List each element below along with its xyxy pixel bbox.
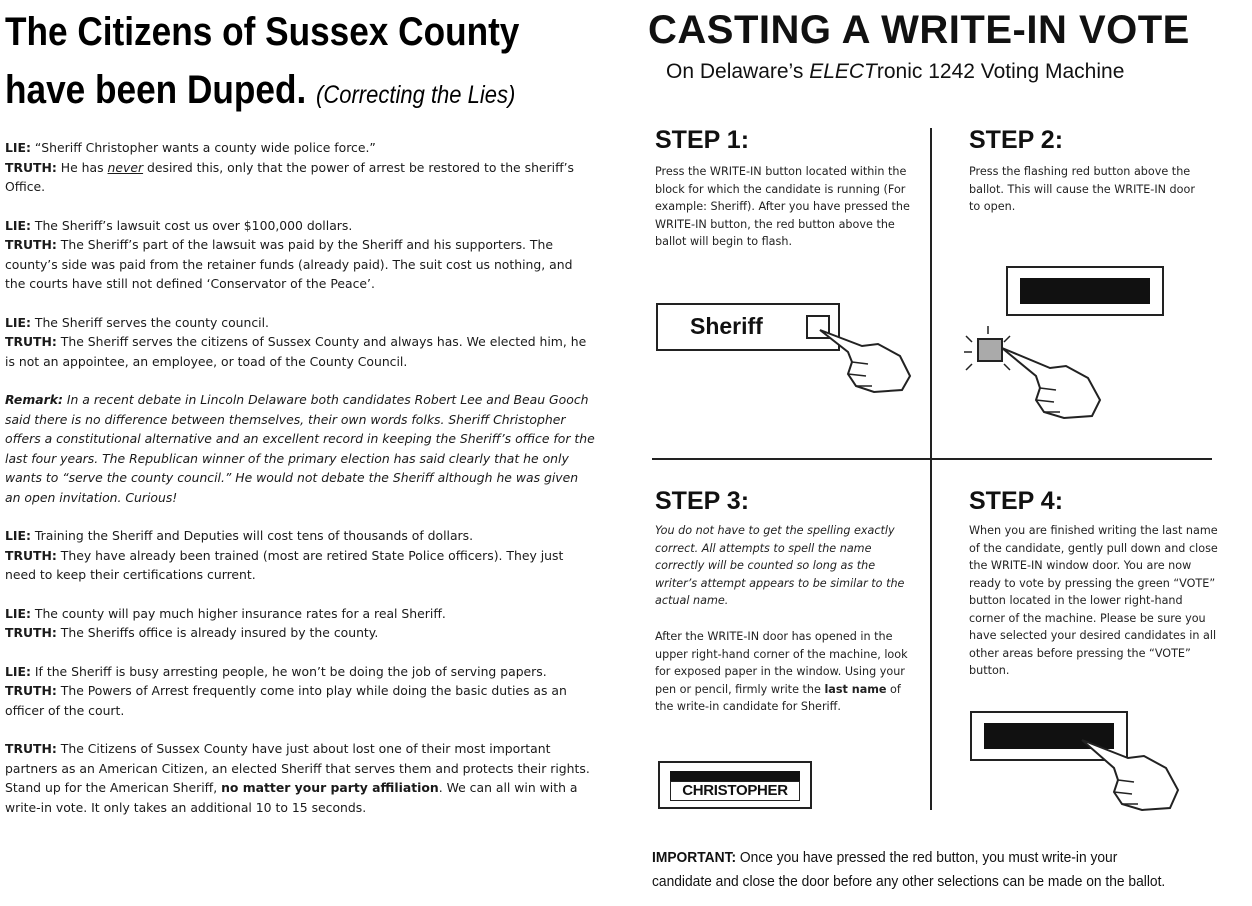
step3-body	[655, 628, 913, 716]
important-note	[652, 846, 1176, 894]
truth-text: They have already been trained (most are retired State Police officers). They just need to keep their certifications current.	[5, 547, 564, 582]
remark-text: In a recent debate in Lincoln Delaware both candidates Robert Lee and Beau Gooch said there is no difference between themselves, their own words folks. Sheriff Christopher offers a constitutional alternative and an excellent record in keeping the Sheriff’s office for the last four years. The Republican winner of the primary election has said clearly that he only wants to “serve the county council.” He would not debate the Sheriff although he was given an open invitation. Curious!	[5, 392, 595, 505]
item-4	[5, 526, 595, 585]
pulling-hand-icon	[1080, 738, 1190, 814]
step2-body: Press the flashing red button above the ballot. This will cause the WRITE-IN door to open.	[969, 165, 1195, 213]
pointing-hand-icon	[818, 322, 918, 394]
vertical-divider	[930, 128, 932, 810]
item-5	[5, 604, 595, 643]
item-2	[5, 216, 595, 294]
item-1	[5, 138, 595, 197]
final-text-bold: no matter your party affiliation	[221, 780, 439, 795]
door-slot	[1020, 278, 1150, 304]
final-text-post: . We can all win with a write-in vote. It only takes an additional 10 to 15 seconds.	[5, 780, 578, 815]
truth-label: TRUTH:	[5, 547, 57, 563]
write-in-title: CASTING A WRITE-IN VOTE	[648, 8, 1190, 52]
truth-text: The Sheriff serves the citizens of Sussex County and always has. We elected him, he is not an appointee, an employee, or toad of the County Council.	[5, 334, 587, 369]
lie-label: LIE:	[5, 605, 31, 621]
step3-note: You do not have to get the spelling exactly correct. All attempts to spell the name correctly will be counted so long as the writer’s attempt appears to be similar to the actual name.	[655, 524, 905, 607]
written-name: CHRISTOPHER	[670, 781, 800, 801]
headline-line-2	[5, 66, 515, 119]
lie-label: LIE:	[5, 528, 31, 543]
truth-emphasis: never	[107, 159, 144, 175]
step3-title: STEP 3:	[655, 487, 750, 515]
sheriff-write-in-block	[656, 303, 840, 351]
write-in-subtitle	[666, 60, 1226, 84]
step3-body-pre: After the WRITE-IN door has opened in the upper right-hand corner of the machine, look for exposed paper in the window. Using your pen or pencil, firmly write the	[655, 630, 908, 696]
final-text-pre: The Citizens of Sussex County have just about lost one of their most important partners as an American Citizen, an elected Sheriff that serves them and protects their rights. Stand up for the American Sheriff,	[5, 741, 590, 795]
lie-label: LIE:	[5, 217, 31, 233]
truth-text-pre: He has	[60, 159, 104, 175]
item-6	[5, 662, 595, 721]
truth-label: TRUTH:	[5, 334, 57, 349]
headline-main: have been Duped.	[5, 68, 307, 112]
written-name-window	[658, 761, 812, 809]
step3-body-post: of the write-in candidate for Sheriff.	[655, 682, 901, 713]
step1-title: STEP 1:	[655, 126, 750, 154]
step4-title: STEP 4:	[969, 487, 1064, 515]
write-in-door-closed	[1006, 266, 1164, 316]
window-bar	[670, 771, 800, 781]
step1-body: Press the WRITE-IN button located within the block for which the candidate is running (For example: Sheriff). After you have pressed the WRITE-IN button, the red button above the ballot will begin to flash.	[655, 165, 910, 248]
lie-text: Training the Sheriff and Deputies will cost tens of thousands of dollars.	[34, 528, 474, 543]
remark	[5, 390, 595, 507]
truth-label: TRUTH:	[5, 625, 57, 640]
sheriff-label: Sheriff	[690, 313, 763, 339]
item-3	[5, 313, 595, 372]
truth-text: The Powers of Arrest frequently come into play while doing the basic duties as an officer of the court.	[5, 683, 567, 718]
lie-label: LIE:	[5, 663, 31, 679]
truth-text-post: desired this, only that the power of arrest be restored to the sheriff’s Office.	[5, 159, 575, 194]
important-text: Once you have pressed the red button, you must write-in your candidate and close the door before any other selections can be made on the ballot.	[652, 849, 1166, 890]
step2-title: STEP 2:	[969, 126, 1064, 154]
lie-text: The Sheriff serves the county council.	[34, 314, 269, 330]
subtitle-emphasis: ELECT	[809, 60, 877, 83]
truth-text: The Sheriffs office is already insured by the county.	[60, 625, 379, 640]
important-label: IMPORTANT:	[652, 849, 737, 866]
truth-text: The Sheriff’s part of the lawsuit was paid by the Sheriff and his supporters. The county’s side was paid from the retainer funds (already paid). The suit cost us nothing, and the courts have still not defined ‘Conservator of the Peace’.	[5, 237, 573, 291]
headline-subtitle: (Correcting the Lies)	[316, 81, 516, 109]
subtitle-post: ronic 1242 Voting Machine	[876, 60, 1125, 83]
truth-label: TRUTH:	[5, 741, 57, 756]
headline-line-1: The Citizens of Sussex County	[5, 10, 520, 54]
truth-label: TRUTH:	[5, 237, 57, 252]
truth-label: TRUTH:	[5, 159, 57, 175]
final-truth	[5, 739, 595, 817]
subtitle-pre: On Delaware’s	[666, 60, 810, 83]
remark-label: Remark:	[5, 392, 63, 407]
horizontal-divider	[652, 458, 1212, 460]
lie-text: The county will pay much higher insurance rates for a real Sheriff.	[34, 605, 446, 621]
lie-text: “Sheriff Christopher wants a county wide police force.”	[34, 140, 376, 155]
truth-label: TRUTH:	[5, 683, 57, 698]
pointing-hand-icon	[1000, 342, 1110, 422]
lie-text: The Sheriff’s lawsuit cost us over $100,000 dollars.	[34, 217, 353, 233]
step3-body-bold: last name	[824, 682, 887, 696]
lie-label: LIE:	[5, 314, 31, 330]
lies-and-truths	[5, 138, 595, 817]
lie-text: If the Sheriff is busy arresting people, he won’t be doing the job of serving papers.	[34, 663, 547, 679]
lie-label: LIE:	[5, 140, 31, 155]
step4-body: When you are finished writing the last name of the candidate, gently pull down and close the WRITE-IN window door. You are now ready to vote by pressing the green “VOTE” button located in the lower right-hand corner of the machine. Please be sure you have selected your desired candidates in all other areas before pressing the “VOTE” button.	[969, 524, 1218, 677]
